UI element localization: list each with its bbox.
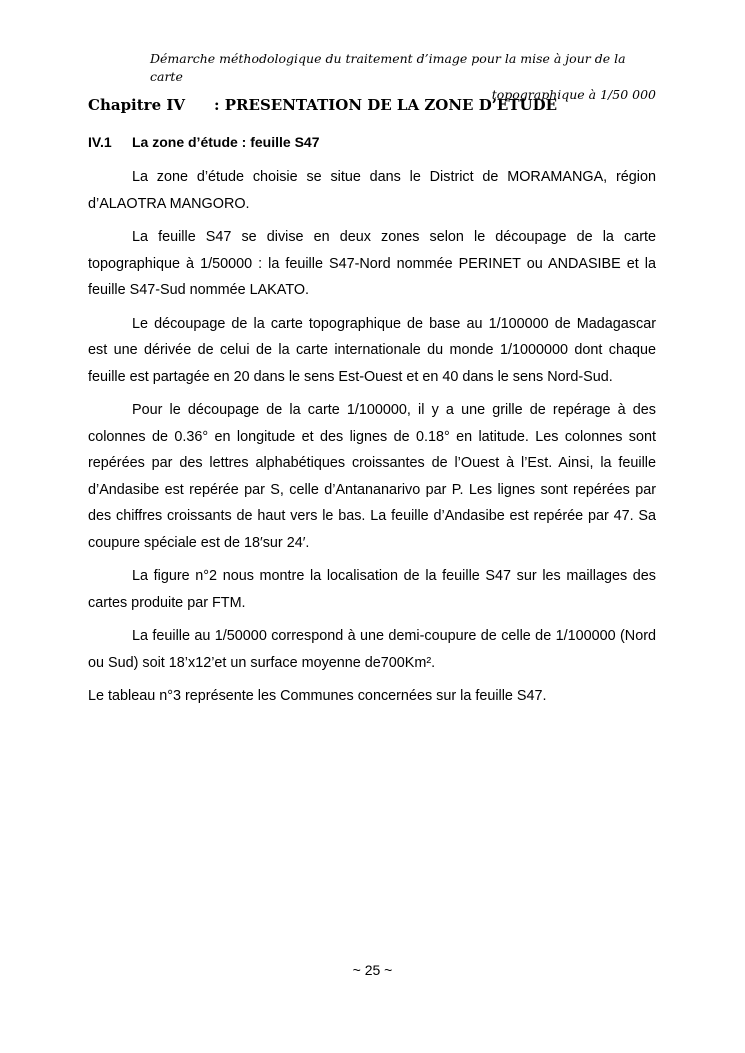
body-text (88, 164, 656, 717)
chapter-title: : PRESENTATION DE LA ZONE D’ETUDE (214, 96, 558, 114)
chapter-number: Chapitre IV (88, 96, 186, 114)
paragraph-1: La zone d’étude choisie se situe dans le District de MORAMANGA, région d’ALAOTRA MANGORO. (88, 169, 656, 212)
section-title: La zone d’étude : feuille S47 (132, 134, 320, 150)
paragraph-7: Le tableau n°3 représente les Communes concernées sur la feuille S47. (88, 688, 547, 704)
section-number: IV.1 (88, 134, 112, 150)
running-header-line-1: Démarche méthodologique du traitement d’image pour la mise à jour de la carte (150, 51, 626, 84)
running-header-line-2: topographique à 1/50 000 (491, 87, 656, 102)
paragraph-6: La feuille au 1/50000 correspond à une demi-coupure de celle de 1/100000 (Nord ou Sud) soit 18’x12’et un surface moyenne de700Km². (88, 628, 656, 671)
paragraph-5: La figure n°2 nous montre la localisation de la feuille S47 sur les maillages des cartes produite par FTM. (88, 568, 656, 611)
page-number: ~ 25 ~ (352, 962, 393, 978)
paragraph-3: Le découpage de la carte topographique de base au 1/100000 de Madagascar est une dérivée de celui de la carte internationale du monde 1/1000000 dont chaque feuille est partagée en 20 dans le sens Est-Ouest et en 40 dans le sens Nord-Sud. (88, 315, 656, 385)
section-heading (88, 134, 319, 150)
paragraph-2: La feuille S47 se divise en deux zones selon le découpage de la carte topographique à 1/50000 : la feuille S47-Nord nommée PERINET ou ANDASIBE et la feuille S47-Sud nommée LAKATO. (88, 229, 656, 298)
chapter-heading (88, 96, 557, 114)
paragraph-4: Pour le découpage de la carte 1/100000, il y a une grille de repérage à des colonnes de 0.36° en longitude et des lignes de 0.18° en latitude. Les colonnes sont repérées par des lettres alphabétiques croissantes de l’Ouest à l’Est. Ainsi, la feuille d’Andasibe est repérée par S, celle d’Antananarivo par P. Les lignes sont repérées par des chiffres croissants de haut vers le bas. La feuille d’Andasibe est repérée par 47. Sa coupure spéciale est de 18′sur 24′. (88, 402, 656, 551)
